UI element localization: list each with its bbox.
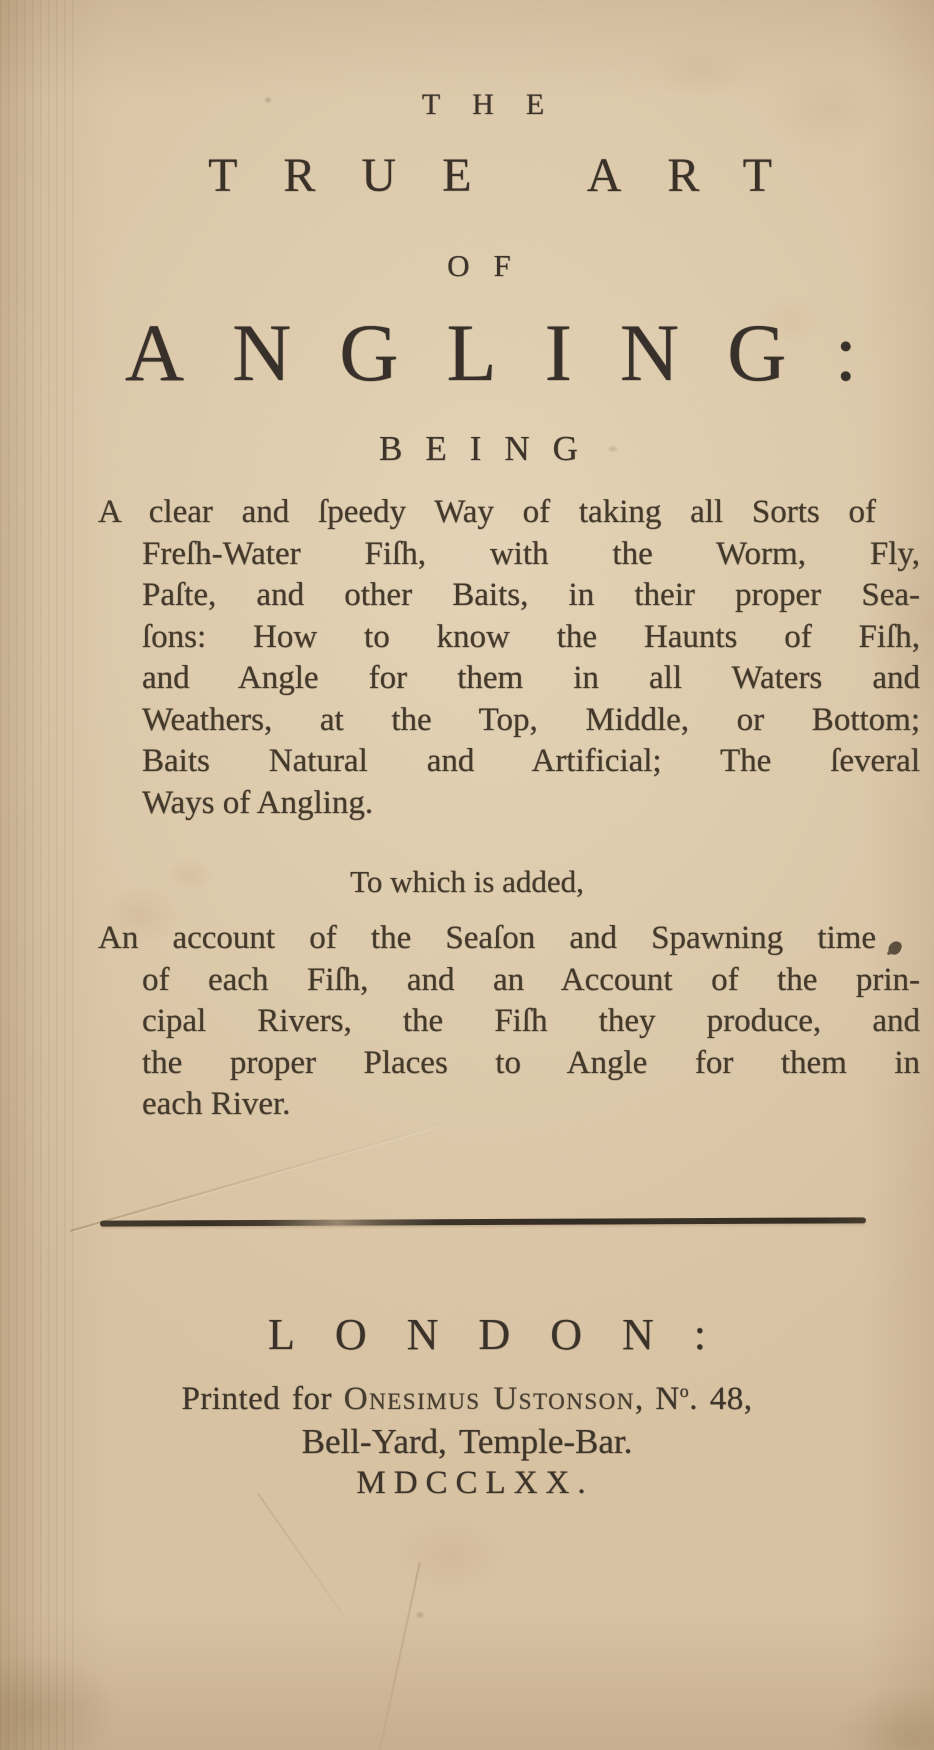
addition-line: cipal Rivers, the Fiſh they produce, and [142,1003,920,1039]
subtitle-heading-being: BEING [379,429,601,468]
imprint-printer-name: Onesimus Ustonson [343,1381,635,1417]
paper-crease [377,1562,421,1750]
title-line-the: THE [421,88,577,121]
addition-line: of each Fiſh, and an Account of the prin- [142,961,920,998]
subtitle-line: Paſte, and other Baits, in their proper Sea- [142,577,920,613]
addition-paragraph [98,918,920,1126]
paper-crease [257,1493,345,1617]
subtitle-line: Baits Natural and Artificial; The ſeveral [142,743,920,779]
title-line-true-art: TRUE ART [208,149,818,202]
addition-line: each River. [142,1086,291,1122]
imprint-printed-for: Printed for [181,1381,344,1417]
addition-heading: To which is added, [350,864,584,899]
paper-crease [70,1123,445,1232]
subtitle-line: Ways of Angling. [142,784,374,821]
title-line-of: OF [447,248,535,283]
imprint-number-superscript: o [679,1381,690,1401]
subtitle-line: A clear and ſpeedy Way of taking all Sorts of [98,494,876,530]
addition-line: An account of the Seaſon and Spawning time [98,920,876,956]
subtitle-paragraph [98,492,920,824]
addition-line: the proper Places to Angle for them in [142,1044,920,1081]
title-line-angling: ANGLING: [124,307,906,398]
imprint-printer-line [0,1382,934,1416]
printers-rule [100,1217,866,1226]
subtitle-line: ſons: How to know the Haunts of Fiſh, [142,618,920,655]
imprint-address: Bell-Yard, Temple-Bar. [301,1422,633,1461]
subtitle-line: Freſh-Water Fiſh, with the Worm, Fly, [142,535,920,572]
subtitle-line: and Angle for them in all Waters and [142,660,920,696]
imprint-year: MDCCLXX. [356,1465,594,1501]
imprint-number-suffix: . 48, [689,1381,753,1417]
subtitle-line: Weathers, at the Top, Middle, or Bottom; [142,701,920,738]
imprint-number-prefix: , N [634,1381,680,1417]
imprint-city: LONDON: [268,1310,746,1359]
ink-blot [887,939,904,957]
